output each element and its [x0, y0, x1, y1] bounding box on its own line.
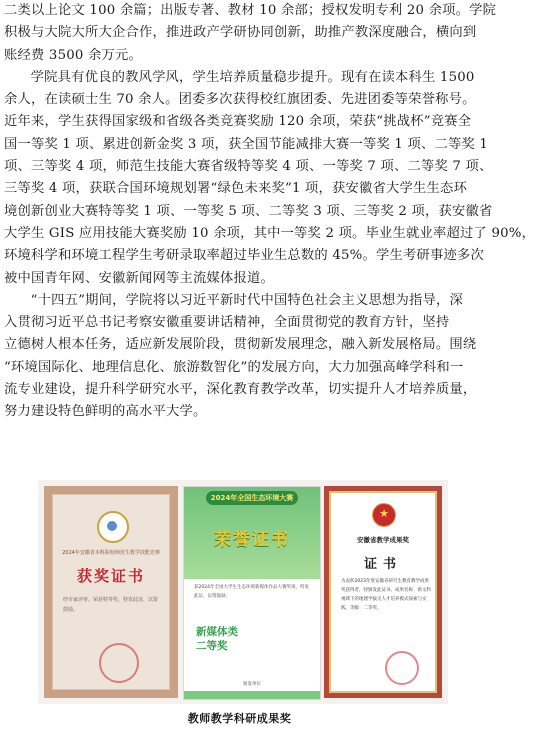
certificate-2-bottom-strip [184, 691, 320, 699]
paragraph-1-line-3: 账经费 3500 余万元。 [4, 47, 142, 63]
official-seal-icon [99, 643, 139, 683]
certificate-3-heading: 安徽省教学成果奖 [357, 536, 409, 544]
paragraph-2-line-7: 境创新创业大赛特等奖 1 项、一等奖 5 项、二等奖 3 项、三等奖 2 项，获安徽省 [4, 203, 493, 219]
paragraph-2-line-3: 近年来，学生获得国家级和省级各类竞赛奖励 120 余项，荣获“挑战杯”竞赛全 [4, 114, 472, 130]
body-text [4, 0, 535, 424]
certificate-2-footer: 颁发单位 [243, 682, 261, 687]
paragraph-2-line-2: 余人，在读硕士生 70 余人。团委多次获得校红旗团委、先进团委等荣誉称号。 [4, 92, 476, 108]
paragraph-2-line-8: 大学生 GIS 应用技能大赛奖励 10 余项，其中一等奖 2 项。毕业生就业率超过了 90%， [4, 225, 535, 241]
award-certificate-3 [324, 486, 442, 698]
certificate-1-panel [52, 494, 170, 690]
certificate-2-badge: 2024年全国生态环境大赛 [206, 491, 298, 505]
award-certificate-1 [44, 486, 178, 698]
paragraph-1-line-1: 二类以上论文 100 余篇；出版专著、教材 10 余部；授权发明专利 20 余项。学院 [4, 3, 497, 18]
certificate-2-banner [184, 487, 320, 579]
school-emblem-icon [97, 511, 129, 543]
certificate-3-body: 为表彰2023年度安徽省研究生教育教学成果奖获得者，特颁发此证书。成果名称：新文科视域下的地理学拔尖人才培养模式探索与实践。等级：二等奖。 [341, 579, 431, 611]
certificate-2-category-line-1: 新媒体类 [196, 626, 238, 638]
national-emblem-icon [372, 503, 396, 527]
paragraph-2-line-9: 环境科学和环境工程学生考研录取率超过毕业生总数的 45%。学生考研事迹多次 [4, 248, 484, 264]
figure-caption: 教师教学科研成果奖 [187, 712, 292, 725]
official-seal-icon [385, 651, 419, 685]
paragraph-3-line-3: 立德树人根本任务，适应新发展阶段，贯彻新发展理念，融入新发展格局。围绕 [4, 337, 477, 353]
certificate-2-body: 获2024年全国大学生生态环境新媒体作品大赛奖项，特发此证，以资鼓励。 [194, 585, 309, 599]
paragraph-3-line-1: “十四五”期间，学院将以习近平新时代中国特色社会主义思想为指导，深 [30, 292, 463, 308]
certificate-2-category [196, 625, 306, 653]
paragraph-3-line-4: “环境国际化、地理信息化、旅游数智化”的发展方向，大力加强高峰学科和一 [4, 359, 464, 375]
certificate-1-title: 获奖证书 [76, 567, 145, 585]
paragraph-2-line-5: 项、三等奖 4 项，师范生技能大赛省级特等奖 4 项、一等奖 7 项、二等奖 7 项、 [4, 159, 493, 175]
paragraph-1-line-2: 积极与大院大所大企合作，推进政产学研协同创新，助推产教深度融合，横向到 [4, 25, 477, 41]
certificate-3-panel [329, 491, 437, 693]
paragraph-3-line-2: 入贯彻习近平总书记考察安徽重要讲话精神，全面贯彻党的教育方针，坚持 [4, 315, 450, 331]
certificate-2-category-line-2: 二等奖 [196, 640, 228, 652]
paragraph-2-line-6: 三等奖 4 项，获联合国环境规划署“绿色未来奖”1 项，获安徽省大学生生态环 [4, 181, 467, 197]
certificate-1-body: 经专家评审，荣获特等奖，特发此证，以资鼓励。 [63, 597, 159, 613]
paragraph-2-line-4: 国一等奖 1 项、累进创新金奖 3 项，获全国节能减排大赛一等奖 1 项、二等奖 1 [4, 136, 489, 152]
paragraph-3-line-5: 流专业建设，提升科学研究水平，深化教育教学改革，切实提升人才培养质量， [4, 382, 477, 398]
paragraph-2-line-10: 被中国青年网、安徽新闻网等主流媒体报道。 [4, 270, 274, 286]
paragraph-3-line-6: 努力建设特色鲜明的高水平大学。 [4, 404, 207, 420]
certificate-2-title: 荣誉证书 [214, 530, 290, 550]
paragraph-2-line-1: 学院具有优良的教风学风，学生培养质量稳步提升。现有在读本科生 1500 [30, 69, 475, 85]
certificate-3-title: 证书 [363, 557, 402, 572]
award-certificate-2 [183, 486, 321, 700]
certificate-1-heading: 2024年安徽省本科院校师范生教学技能竞赛 [62, 550, 160, 556]
